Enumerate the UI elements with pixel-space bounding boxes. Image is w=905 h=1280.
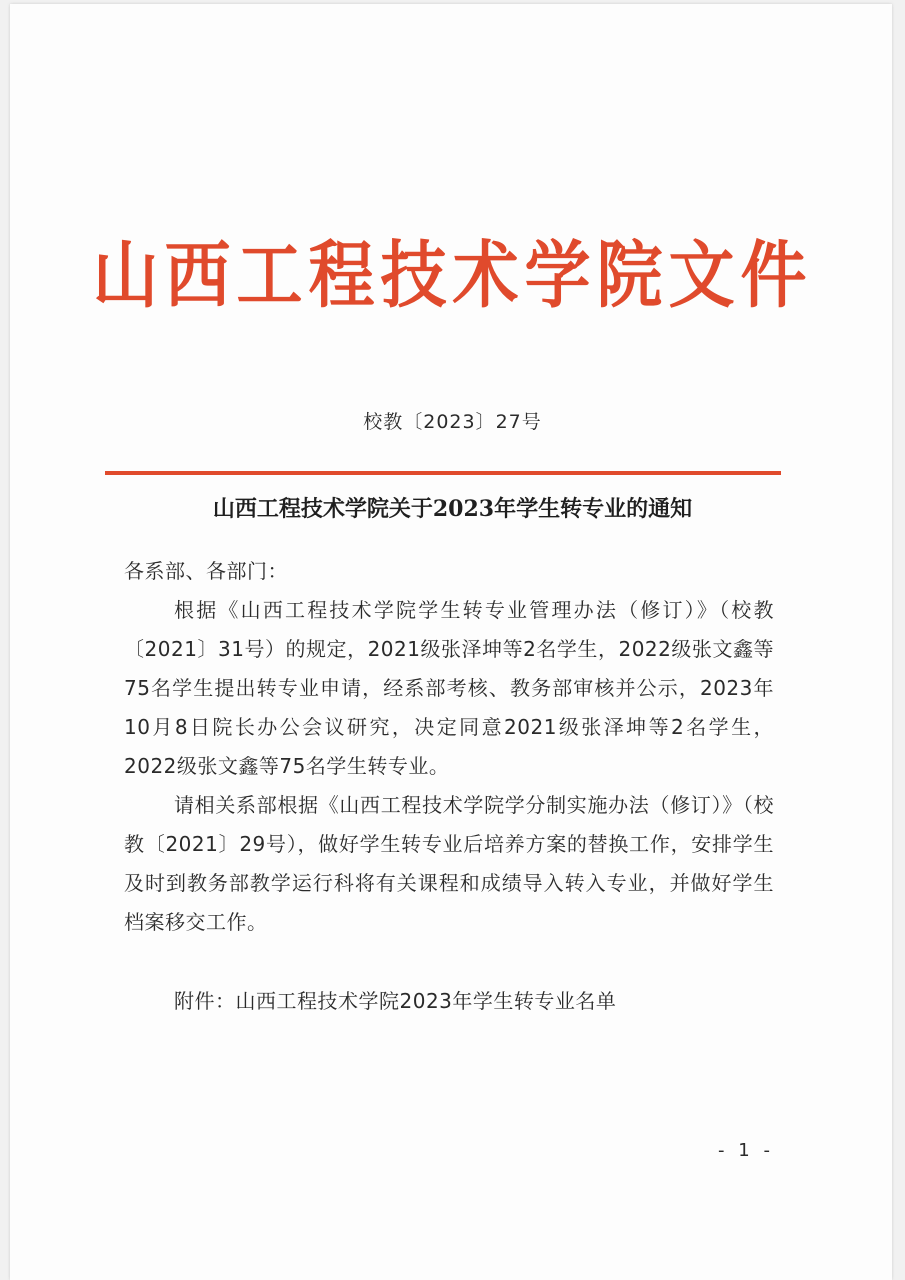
page-number: - 1 - (718, 1140, 774, 1161)
attachment-line: 附件：山西工程技术学院2023年学生转专业名单 (174, 989, 617, 1013)
document-number: 校教〔2023〕27号 (363, 411, 542, 433)
paragraph-2: 请相关系部根据《山西工程技术学院学分制实施办法（修订）》（校教〔2021〕29号），做好学生转专业后培养方案的替换工作，安排学生及时到教务部教学运行科将有关课程和成绩导入转入专业，并做好学生档案移交工作。 (124, 793, 774, 934)
masthead-title: 山西工程技术学院文件 (92, 232, 813, 318)
paragraph-1: 根据《山西工程技术学院学生转专业管理办法（修订）》（校教〔2021〕31号）的规定，2021级张泽坤等2名学生，2022级张文鑫等75名学生提出转专业申请，经系部考核、教务部审核并公示，2023年10月8日院长办公会议研究，决定同意2021级张泽坤等2名学生，2022级张文鑫等75名学生转专业。 (124, 598, 774, 778)
notice-title: 山西工程技术学院关于2023年学生转专业的通知 (212, 496, 693, 522)
red-divider-line (105, 471, 781, 475)
salutation: 各系部、各部门： (124, 559, 288, 583)
